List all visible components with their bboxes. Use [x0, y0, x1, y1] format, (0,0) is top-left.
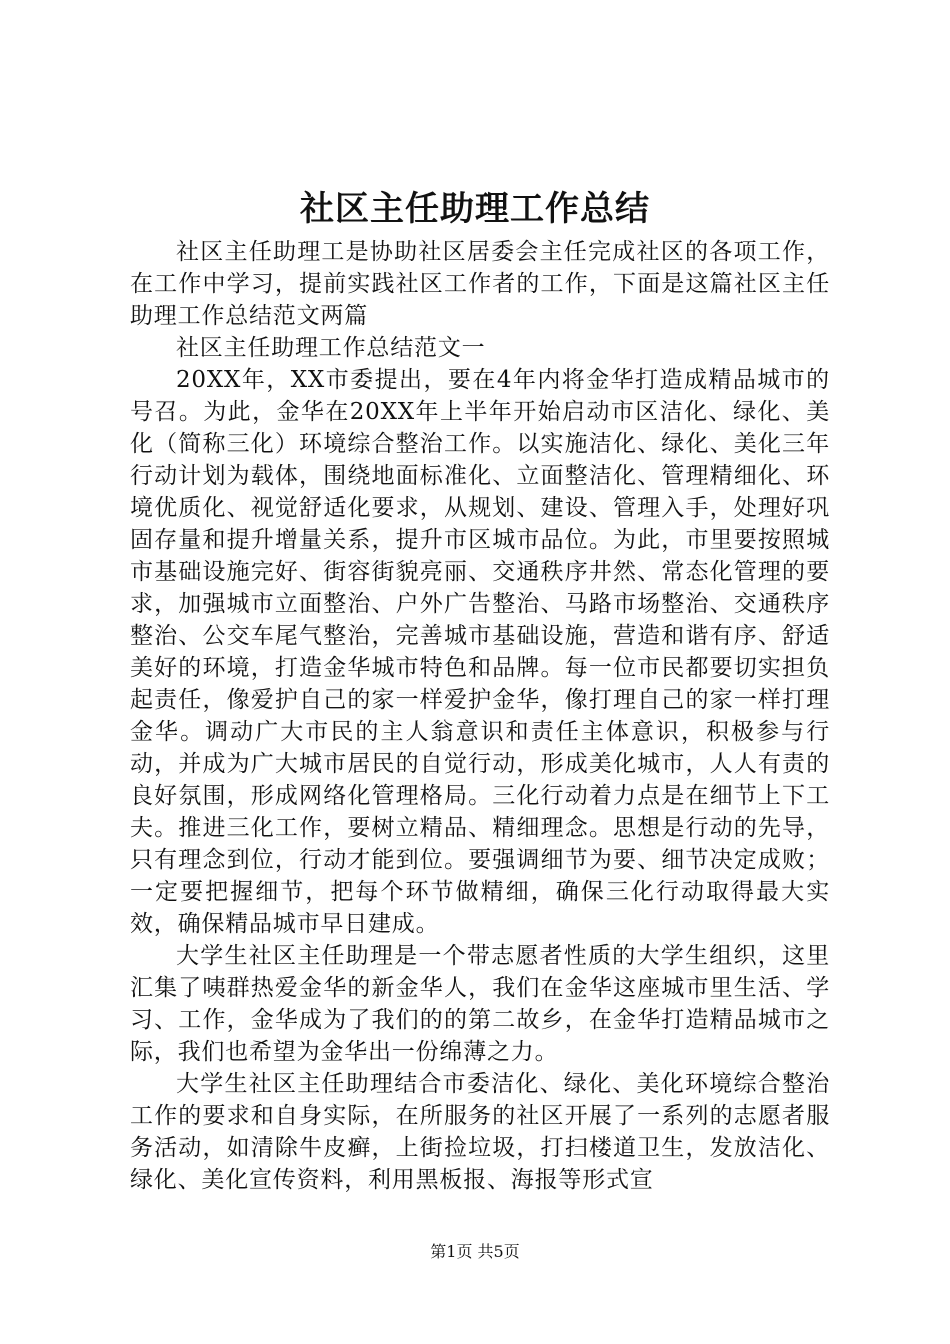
body-paragraph: 大学生社区主任助理结合市委洁化、绿化、美化环境综合整治工作的要求和自身实际，在所服务的社区开展了一系列的志愿者服务活动，如清除牛皮癣，上街捡垃圾，打扫楼道卫生，发放洁化、绿化、美化宣传资料，利用黑板报、海报等形式宣 — [130, 1071, 830, 1193]
document-title: 社区主任助理工作总结 — [300, 189, 650, 229]
intro-paragraph: 社区主任助理工是协助社区居委会主任完成社区的各项工作，在工作中学习，提前实践社区工作者的工作，下面是这篇社区主任助理工作总结范文两篇 — [130, 239, 830, 329]
section-heading: 社区主任助理工作总结范文一 — [176, 335, 486, 361]
body-paragraph: 大学生社区主任助理是一个带志愿者性质的大学生组织，这里汇集了咦群热爱金华的新金华人，我们在金华这座城市里生活、学习、工作，金华成为了我们的的第二故乡，在金华打造精品城市之际，我们也希望为金华出一份绵薄之力。 — [130, 943, 830, 1065]
document-body — [130, 236, 830, 1196]
page-number: 第1页 共5页 — [430, 1242, 520, 1261]
body-paragraph: 20XX年，XX市委提出，要在4年内将金华打造成精品城市的号召。为此，金华在20XX年上半年开始启动市区洁化、绿化、美化（简称三化）环境综合整治工作。以实施洁化、绿化、美化三年行动计划为载体，围绕地面标准化、立面整洁化、管理精细化、环境优质化、视觉舒适化要求，从规划、建设、管理入手，处理好巩固存量和提升增量关系，提升市区城市品位。为此，市里要按照城市基础设施完好、街容街貌亮丽、交通秩序井然、常态化管理的要求，加强城市立面整治、户外广告整治、马路市场整治、交通秩序整治、公交车尾气整治，完善城市基础设施，营造和谐有序、舒适美好的环境，打造金华城市特色和品牌。每一位市民都要切实担负起责任，像爱护自己的家一样爱护金华，像打理自己的家一样打理金华。调动广大市民的主人翁意识和责任主体意识，积极参与行动，并成为广大城市居民的自觉行动，形成美化城市，人人有责的良好氛围，形成网络化管理格局。三化行动着力点是在细节上下工夫。推进三化工作，要树立精品、精细理念。思想是行动的先导，只有理念到位，行动才能到位。要强调细节为要、细节决定成败；一定要把握细节，把每个环节做精细，确保三化行动取得最大实效，确保精品城市早日建成。 — [130, 367, 830, 937]
